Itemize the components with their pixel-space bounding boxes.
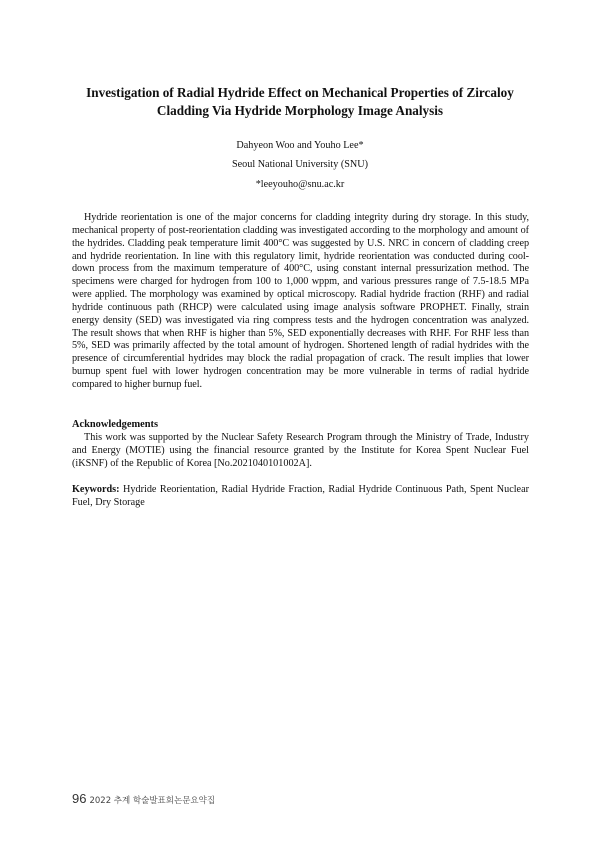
keywords-label: Keywords: xyxy=(72,484,120,495)
keywords-section xyxy=(72,484,529,510)
acknowledgements-heading: Acknowledgements xyxy=(72,419,159,430)
acknowledgements-paragraph: This work was supported by the Nuclear Safety Research Program through the Ministry of Trade, Industry and Energy (MOTIE) using the financial resource granted by the Institute for Korea Spent Nuclear Fuel (iKSNF) of the Republic of Korea [No.2021040101002A]. xyxy=(72,432,529,469)
page-footer xyxy=(72,790,215,808)
proceedings-title: 2022 추계 학술발표회논문요약집 xyxy=(89,796,216,806)
title-line-2: Cladding Via Hydride Morphology Image Analysis xyxy=(156,103,444,118)
author-affiliation: Seoul National University (SNU) xyxy=(231,159,369,170)
page-number: 96 xyxy=(72,791,87,806)
title-line-1: Investigation of Radial Hydride Effect on Mechanical Properties of Zircaloy xyxy=(86,85,514,100)
author-list: Dahyeon Woo and Youho Lee* xyxy=(236,140,364,151)
keywords-text: Hydride Reorientation, Radial Hydride Fraction, Radial Hydride Continuous Path, Spent Nuclear Fuel, Dry Storage xyxy=(72,484,529,508)
corresponding-email: *leeyouho@snu.ac.kr xyxy=(255,179,345,190)
paper-title xyxy=(60,84,540,120)
abstract-paragraph: Hydride reorientation is one of the major concerns for cladding integrity during dry storage. In this study, mechanical property of post-reorientation cladding was investigated according to the morphology and amount of the hydrides. Cladding peak temperature limit 400°C was suggested by U.S. NRC in concern of cladding creep and hydride reorientation. In line with this regulatory limit, hydride reorientation was conducted during cool-down process from the maximum temperature of 400°C, using constant internal pressurization method. The specimens were charged for hydrogen from 100 to 1,000 wppm, and various pressures range of 7.5-18.5 MPa were applied. The morphology was examined by optical microscopy. Radial hydride fraction (RHF) and radial hydride continuous path (RHCP) were calculated using image analysis software PROPHET. Finally, strain energy density (SED) was investigated via ring compress tests and the hydrogen concentration was analyzed. The result shows that when RHF is higher than 5%, SED exponentially decreases with RHF. For RHF less than 5%, SED was primarily affected by the total amount of hydrogen. Shortened length of radial hydrides with the presence of circumferential hydrides may block the radial propagation of crack. The result implies that lower burnup spent fuel with lower hydrogen concentration may be more vulnerable in terms of radial hydride compared to higher burnup fuel. xyxy=(72,212,529,390)
